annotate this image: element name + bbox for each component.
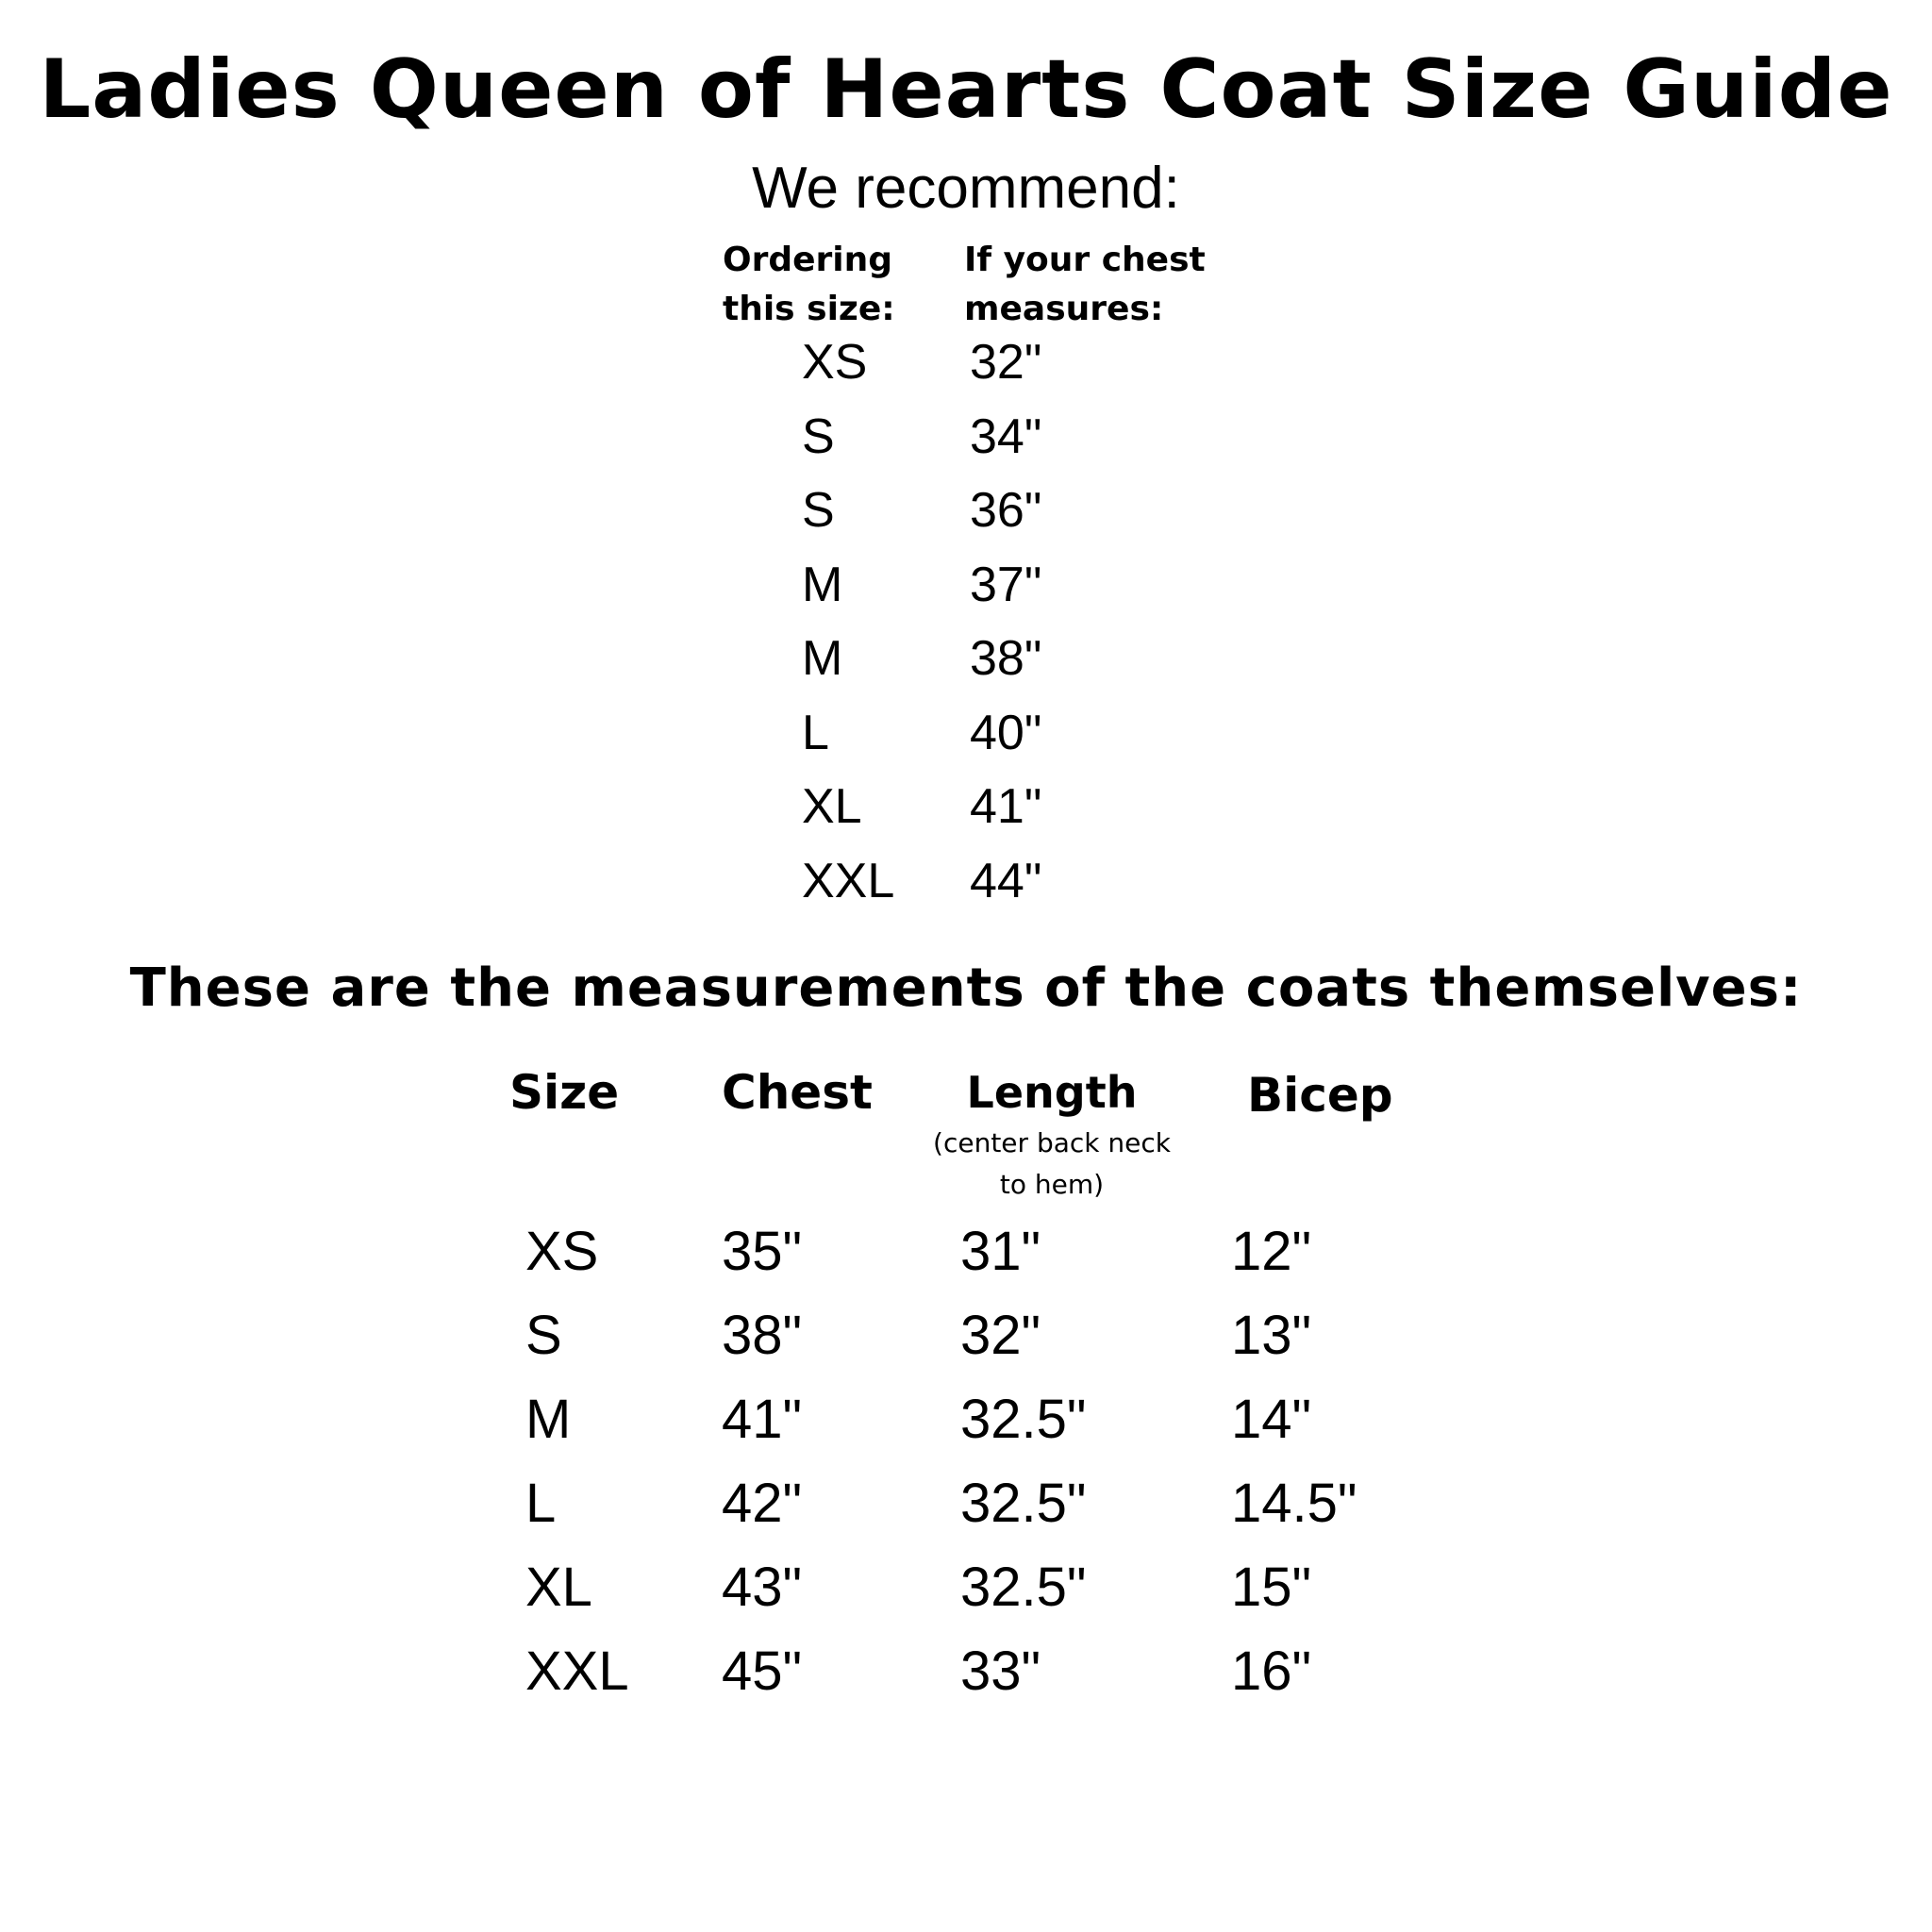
measurements-length-cell: 32.5": [960, 1389, 1087, 1450]
recommend-chest-cell: 40": [970, 705, 1042, 760]
recommend-size-header: Ordering this size:: [723, 241, 895, 328]
measurements-bicep-cell: 12": [1231, 1221, 1312, 1282]
recommend-size-cell: L: [802, 705, 829, 760]
recommend-chest-cell: 34": [970, 408, 1042, 464]
recommend-size-cell: S: [802, 408, 835, 464]
measurements-heading: These are the measurements of the coats themselves:: [129, 958, 1803, 1019]
measurements-size-cell: L: [525, 1473, 557, 1534]
recommend-chest-cell: 37": [970, 557, 1042, 612]
recommend-size-cell: M: [802, 631, 843, 686]
recommend-chest-cell: 41": [970, 779, 1042, 834]
measurements-length-cell: 31": [960, 1221, 1041, 1282]
measurements-chest-cell: 45": [722, 1641, 803, 1702]
measurements-length-note: (center back neck to hem): [933, 1127, 1171, 1200]
recommend-size-cell: XL: [802, 779, 862, 834]
measurements-chest-cell: 43": [722, 1557, 803, 1618]
measurements-chest-cell: 38": [722, 1305, 803, 1366]
recommend-chest-cell: 32": [970, 335, 1042, 390]
recommend-heading: We recommend:: [752, 156, 1180, 221]
measurements-size-cell: S: [525, 1305, 562, 1366]
measurements-size-cell: M: [525, 1389, 572, 1450]
measurements-size-cell: XS: [525, 1221, 599, 1282]
recommend-size-cell: XXL: [802, 853, 895, 908]
measurements-chest-cell: 41": [722, 1389, 803, 1450]
recommend-chest-cell: 38": [970, 631, 1042, 686]
measurements-bicep-cell: 15": [1231, 1557, 1312, 1618]
measurements-size-header: Size: [509, 1065, 620, 1120]
recommend-size-cell: XS: [802, 335, 868, 390]
recommend-chest-cell: 44": [970, 853, 1042, 908]
measurements-length-header: Length: [966, 1067, 1138, 1118]
measurements-bicep-cell: 14": [1231, 1389, 1312, 1450]
measurements-chest-header: Chest: [722, 1065, 873, 1120]
recommend-size-cell: M: [802, 557, 843, 612]
measurements-bicep-cell: 16": [1231, 1641, 1312, 1702]
recommend-chest-header: If your chest measures:: [964, 241, 1206, 328]
measurements-length-cell: 33": [960, 1641, 1041, 1702]
measurements-bicep-cell: 14.5": [1231, 1473, 1357, 1534]
measurements-size-cell: XL: [525, 1557, 592, 1618]
measurements-bicep-header: Bicep: [1247, 1068, 1393, 1123]
measurements-size-cell: XXL: [525, 1641, 629, 1702]
page-title: Ladies Queen of Hearts Coat Size Guide: [39, 42, 1893, 137]
measurements-chest-cell: 42": [722, 1473, 803, 1534]
measurements-length-cell: 32": [960, 1305, 1041, 1366]
recommend-size-cell: S: [802, 483, 835, 538]
measurements-chest-cell: 35": [722, 1221, 803, 1282]
measurements-length-cell: 32.5": [960, 1473, 1087, 1534]
measurements-bicep-cell: 13": [1231, 1305, 1312, 1366]
measurements-length-cell: 32.5": [960, 1557, 1087, 1618]
recommend-chest-cell: 36": [970, 483, 1042, 538]
